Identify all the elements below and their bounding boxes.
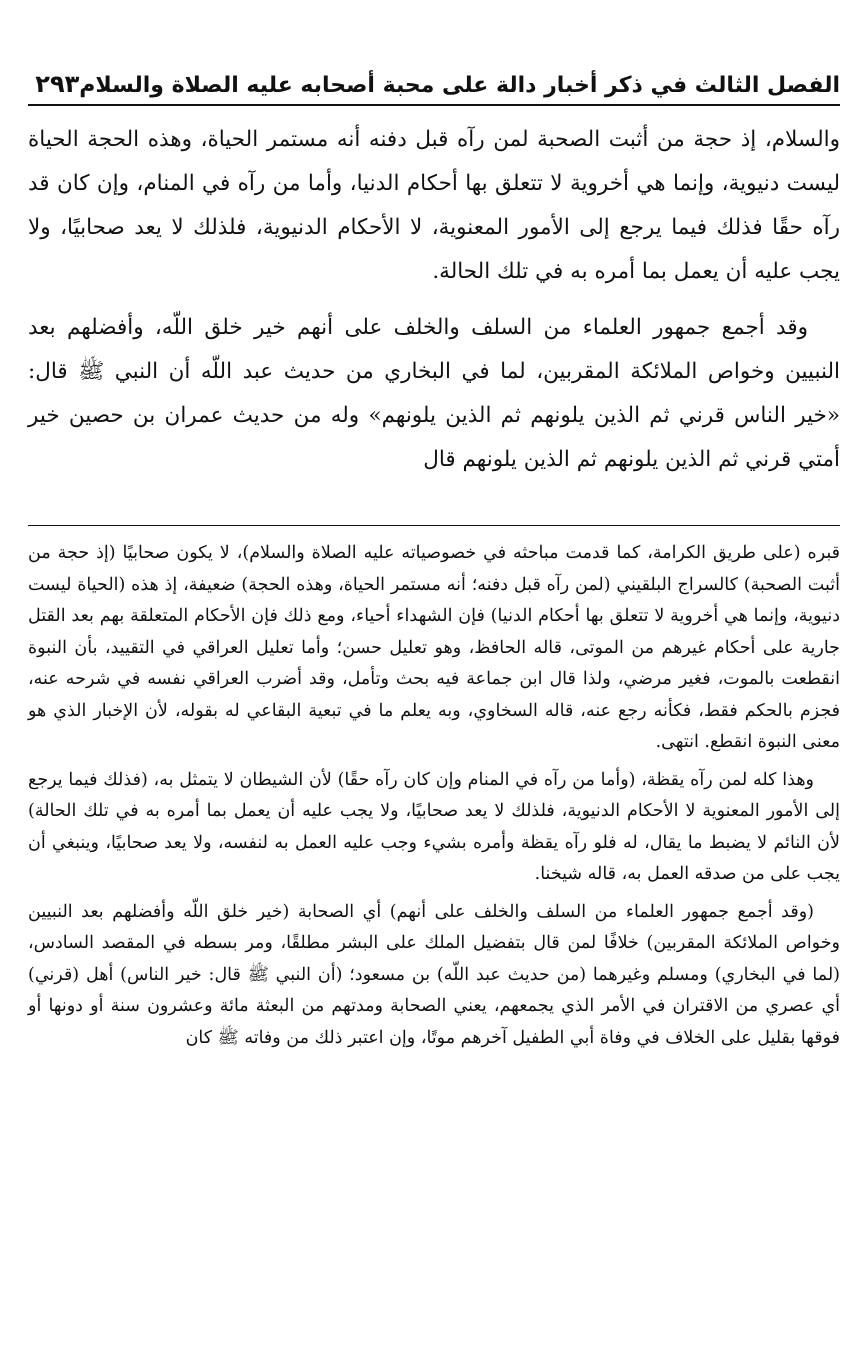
- page-header: [28, 52, 840, 106]
- main-paragraph: وقد أجمع جمهور العلماء من السلف والخلف على أنهم خير خلق اللّه، وأفضلهم بعد النبيين وخواص الملائكة المقربين، لما في البخاري من حديث عبد اللّه أن النبي ﷺ قال: «خير الناس قرني ثم الذين يلونهم ثم الذين يلونهم» وله من حديث عمران بن حصين خير أمتي قرني ثم الذين يلونهم ثم الذين يلونهم قال: [28, 315, 840, 472]
- commentary-text: [28, 538, 840, 1054]
- main-paragraph: والسلام، إذ حجة من أثبت الصحبة لمن رآه قبل دفنه أنه مستمر الحياة، وهذه الحجة الحياة ليست دنيوية، وإنما هي أخروية لا تتعلق بها أحكام الدنيا، وأما من رآه في المنام، وإن كان قد رآه حقًا فذلك فيما يرجع إلى الأمور المعنوية، لا الأحكام الدنيوية، فلذلك لا يعد صحابيًا، ولا يجب عليه أن يعمل بما أمره به في تلك الحالة.: [28, 127, 840, 284]
- commentary-paragraph: (وقد أجمع جمهور العلماء من السلف والخلف على أنهم) أي الصحابة (خير خلق اللّه وأفضلهم بعد النبيين وخواص الملائكة المقربين) خلافًا لمن قال بتفضيل الملك على البشر مطلقًا، ومر بسطه في المقصد السادس، (لما في البخاري) ومسلم وغيرهما (من حديث عبد اللّه) بن مسعود؛ (أن النبي ﷺ قال: خير الناس) أهل (قرني) أي عصري من الاقتران في الأمر الذي يجمعهم، يعني الصحابة ومدتهم من البعثة مائة وعشرون سنة أو دونها أو فوقها بقليل على الخلاف في وفاة أبي الطفيل آخرهم موتًا، وإن اعتبر ذلك من وفاته ﷺ كان: [28, 901, 840, 1048]
- footnote-separator: [28, 525, 840, 526]
- book-page: [28, 0, 840, 1359]
- main-text: [28, 118, 840, 482]
- page-number: ٢٩٣: [35, 70, 80, 98]
- running-title: الفصل الثالث في ذكر أخبار دالة على محبة أصحابه عليه الصلاة والسلام: [79, 73, 840, 98]
- commentary-paragraph: وهذا كله لمن رآه يقظة، (وأما من رآه في المنام وإن كان رآه حقًا) لأن الشيطان لا يتمثل به، (فذلك فيما يرجع إلى الأمور المعنوية لا الأحكام الدنيوية، فلذلك لا يعد صحابيًا، ولا يجب عليه أن يعمل بما أمره به في تلك الحالة) لأن النائم لا يضبط ما يقال، له فلو رآه يقظة وأمره بشيء وجب عليه العمل به لنفسه، ولا يعد صحابيًا، وينبغي أن يجب على من صدقه العمل به، قاله شيخنا.: [28, 769, 840, 884]
- commentary-paragraph: قبره (على طريق الكرامة، كما قدمت مباحثه في خصوصياته عليه الصلاة والسلام)، لا يكون صحابيًا (إذ حجة من أثبت الصحبة) كالسراج البلقيني (لمن رآه قبل دفنه؛ أنه مستمر الحياة، وهذه الحجة) ضعيفة، إذ هذه (الحياة ليست دنيوية، وإنما هي أخروية لا تتعلق بها أحكام الدنيا) فإن الشهداء أحياء، ومع ذلك فإن الأحكام المتعلقة بهم بعد القتل جارية على أحكام غيرهم من الموتى، قاله الحافظ، وهو تعليل حسن؛ وأما تعليل العراقي في التقييد، بأن النبوة انقطعت بالموت، فغير مرضي، ولذا قال ابن جماعة فيه بحث وتأمل، وقد أضرب العراقي نفسه في شرحه عنه، فجزم بالحكم فقط، فكأنه رجع عنه، قاله السخاوي، وبه يعلم ما في تبعية البقاعي له بقوله، لأن الإخبار الذي هو معنى النبوة انقطع. انتهى.: [28, 543, 840, 752]
